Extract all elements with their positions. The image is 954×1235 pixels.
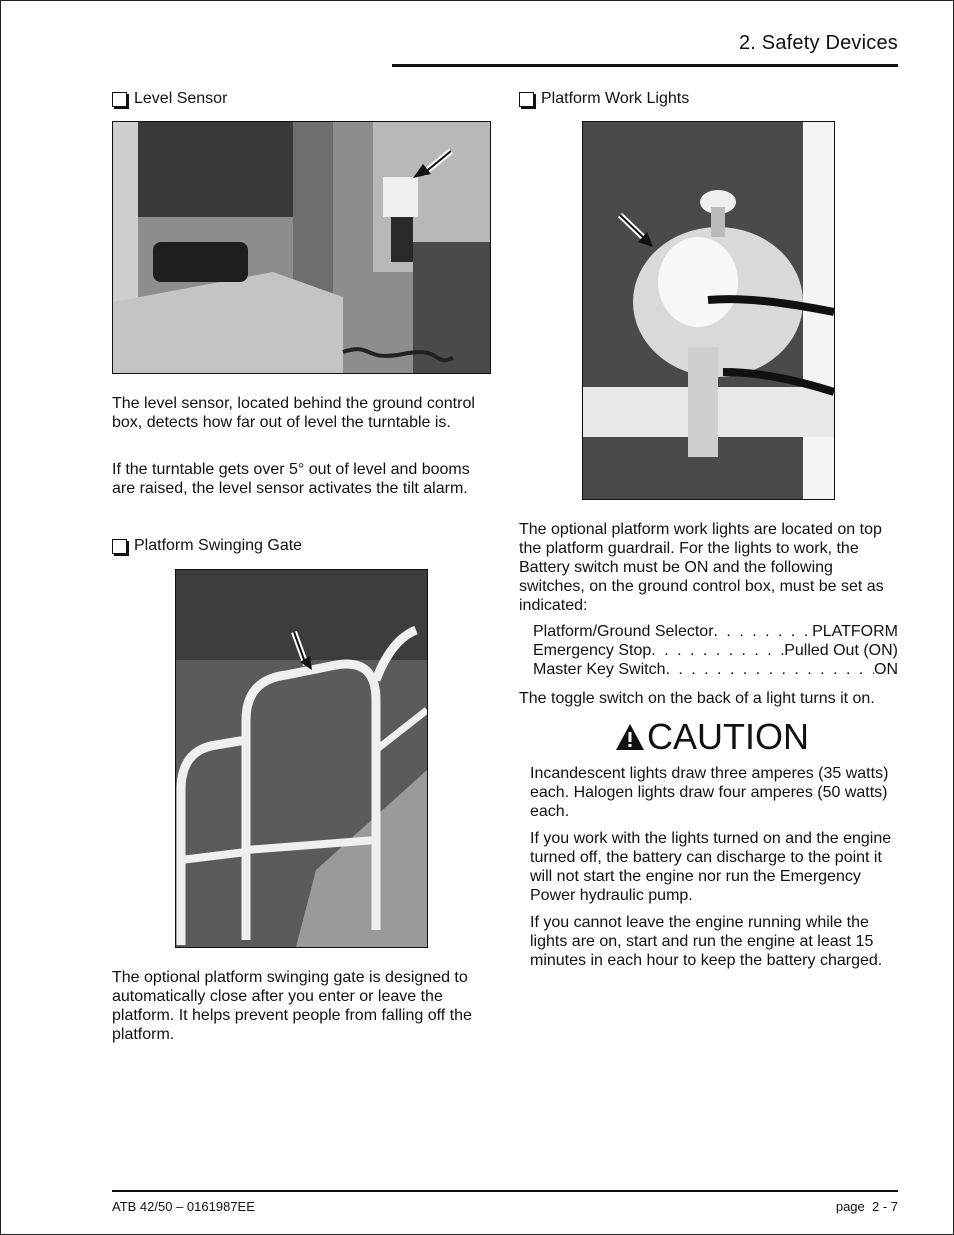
swinging-gate-photo [175, 569, 428, 948]
document-id: ATB 42/50 – 0161987EE [112, 1199, 255, 1214]
caution-title: CAUTION [647, 716, 809, 757]
setting-label: Platform/Ground Selector [533, 623, 714, 640]
caution-paragraph-2: If you work with the lights turned on and the engine turned off, the battery can discharge to the point it will not start the engine nor run the Emergency Power hydraulic pump. [530, 830, 892, 904]
page-title: 2. Safety Devices [738, 32, 898, 54]
warning-triangle-icon [615, 723, 645, 751]
leader-dots [651, 641, 784, 660]
level-sensor-paragraph-2: If the turntable gets over 5° out of level and booms are raised, the level sensor activates the tilt alarm. [112, 461, 470, 497]
checkbox-icon [112, 92, 127, 107]
leader-dots [714, 622, 813, 641]
work-lights-photo [582, 121, 835, 500]
caution-heading [615, 716, 809, 758]
work-lights-paragraph: The optional platform work lights are located on top the platform guardrail. For the lights to work, the Battery switch must be ON and the following switches, on the ground control box, must be set as indicated: [519, 521, 884, 614]
toggle-note: The toggle switch on the back of a light turns it on. [519, 690, 875, 707]
setting-label: Emergency Stop [533, 642, 652, 659]
work-lights-heading-text: Platform Work Lights [541, 90, 690, 107]
caution-paragraph-1: Incandescent lights draw three amperes (35 watts) each. Halogen lights draw four amperes (50 watts) each. [530, 765, 889, 820]
setting-label: Master Key Switch [533, 661, 666, 678]
swinging-gate-heading-text: Platform Swinging Gate [134, 537, 303, 554]
page-number: page 2 - 7 [835, 1199, 898, 1214]
switch-settings-list [533, 622, 898, 679]
swinging-gate-paragraph: The optional platform swinging gate is designed to automatically close after you enter or leave the platform. It helps prevent people from falling off the platform. [112, 969, 472, 1043]
setting-value: PLATFORM [812, 623, 898, 640]
checkbox-icon [112, 539, 127, 554]
level-sensor-heading-text: Level Sensor [134, 90, 228, 107]
work-lights-heading [519, 90, 689, 108]
setting-row [533, 641, 898, 660]
footer-rule [112, 1190, 898, 1192]
header-rule [392, 64, 898, 67]
setting-value: ON [874, 661, 898, 678]
setting-row [533, 622, 898, 641]
swinging-gate-heading [112, 537, 302, 555]
setting-value: Pulled Out (ON) [784, 642, 898, 659]
leader-dots [665, 660, 874, 679]
checkbox-icon [519, 92, 534, 107]
setting-row [533, 660, 898, 679]
caution-paragraph-3: If you cannot leave the engine running while the lights are on, start and run the engine at least 15 minutes in each hour to keep the battery charged. [530, 914, 883, 969]
level-sensor-photo [112, 121, 491, 374]
level-sensor-heading [112, 90, 227, 108]
level-sensor-paragraph-1: The level sensor, located behind the ground control box, detects how far out of level the turntable is. [112, 395, 475, 431]
